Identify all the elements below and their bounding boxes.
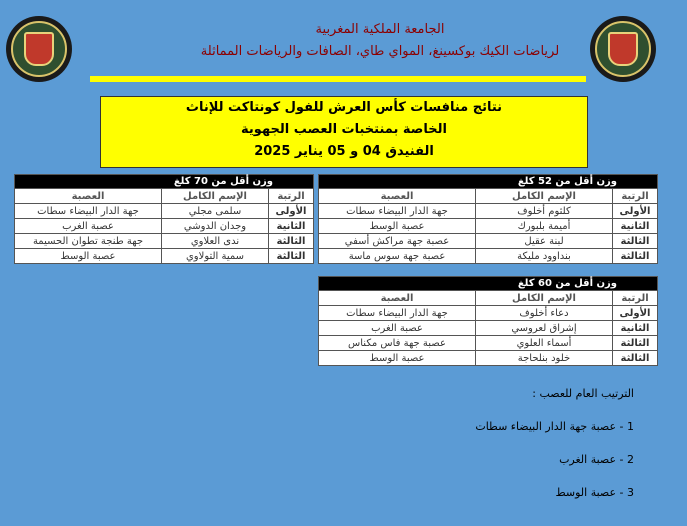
- results-title-box: [100, 96, 588, 168]
- table-row: الأولى كلثوم أخلوف جهة الدار البيضاء سطات: [319, 204, 658, 219]
- col-name: الإسم الكامل: [476, 291, 613, 306]
- table-row: الثانية أميمة بلبورك عصبة الوسط: [319, 219, 658, 234]
- table-row: الثالثة بنداوود مليكة عصبة جهة سوس ماسة: [319, 249, 658, 264]
- general-ranking: [400, 387, 640, 519]
- table-row: الثالثة لبنة عقيل عصبة جهة مراكش أسفي: [319, 234, 658, 249]
- title-line-1: نتائج منافسات كأس العرش للفول كونتاكت للإناث: [185, 100, 503, 115]
- logo-ring: [595, 21, 651, 77]
- table-row: الثالثة ندى العلاوي جهة طنجة تطوان الحسيمة: [15, 234, 314, 249]
- title-line-3: الفنيدق 04 و 05 يناير 2025: [254, 144, 434, 159]
- table-row: الثالثة سمية التولاوي عصبة الوسط: [15, 249, 314, 264]
- emblem-icon: [24, 32, 54, 66]
- col-team: العصبة: [319, 291, 476, 306]
- table-caption: وزن أقل من 70 كلغ: [15, 175, 314, 189]
- table-row: الثالثة أسماء العلوي عصبة جهة فاس مكناس: [319, 336, 658, 351]
- col-name: الإسم الكامل: [476, 189, 613, 204]
- table-row: الأولى سلمى مجلي جهة الدار البيضاء سطات: [15, 204, 314, 219]
- results-table-70kg: [14, 174, 314, 264]
- title-line-2: الخاصة بمنتخبات العصب الجهوية: [241, 122, 447, 137]
- ranking-item: 1 - عصبة جهة الدار البيضاء سطات: [475, 420, 634, 433]
- table-caption: وزن أقل من 60 كلغ: [319, 277, 658, 291]
- org-name: الجامعة الملكية المغربية: [315, 22, 445, 37]
- table-row: الثانية إشراق لعروسي عصبة الغرب: [319, 321, 658, 336]
- col-rank: الرتبة: [269, 189, 314, 204]
- header-divider: [90, 76, 586, 82]
- col-team: العصبة: [319, 189, 476, 204]
- org-subtitle: لرياضات الكيك بوكسينغ، المواي طاي، الصافات والرياضات المماثلة: [200, 44, 560, 59]
- emblem-icon: [608, 32, 638, 66]
- results-table-60kg: [318, 276, 658, 366]
- col-team: العصبة: [15, 189, 162, 204]
- logo-ring: [11, 21, 67, 77]
- table-row: الأولى دعاء أخلوف جهة الدار البيضاء سطات: [319, 306, 658, 321]
- results-table-52kg: [318, 174, 658, 264]
- table-row: الثالثة خلود بنلحاجة عصبة الوسط: [319, 351, 658, 366]
- ranking-item: 3 - عصبة الوسط: [555, 486, 634, 499]
- table-row: الثانية وجدان الدوشي عصبة الغرب: [15, 219, 314, 234]
- federation-logo-right: [590, 16, 656, 82]
- col-name: الإسم الكامل: [162, 189, 269, 204]
- federation-logo-left: [6, 16, 72, 82]
- col-rank: الرتبة: [613, 189, 658, 204]
- col-rank: الرتبة: [613, 291, 658, 306]
- general-ranking-title: الترتيب العام للعصب :: [532, 387, 634, 400]
- table-caption: وزن أقل من 52 كلغ: [319, 175, 658, 189]
- ranking-item: 2 - عصبة الغرب: [559, 453, 634, 466]
